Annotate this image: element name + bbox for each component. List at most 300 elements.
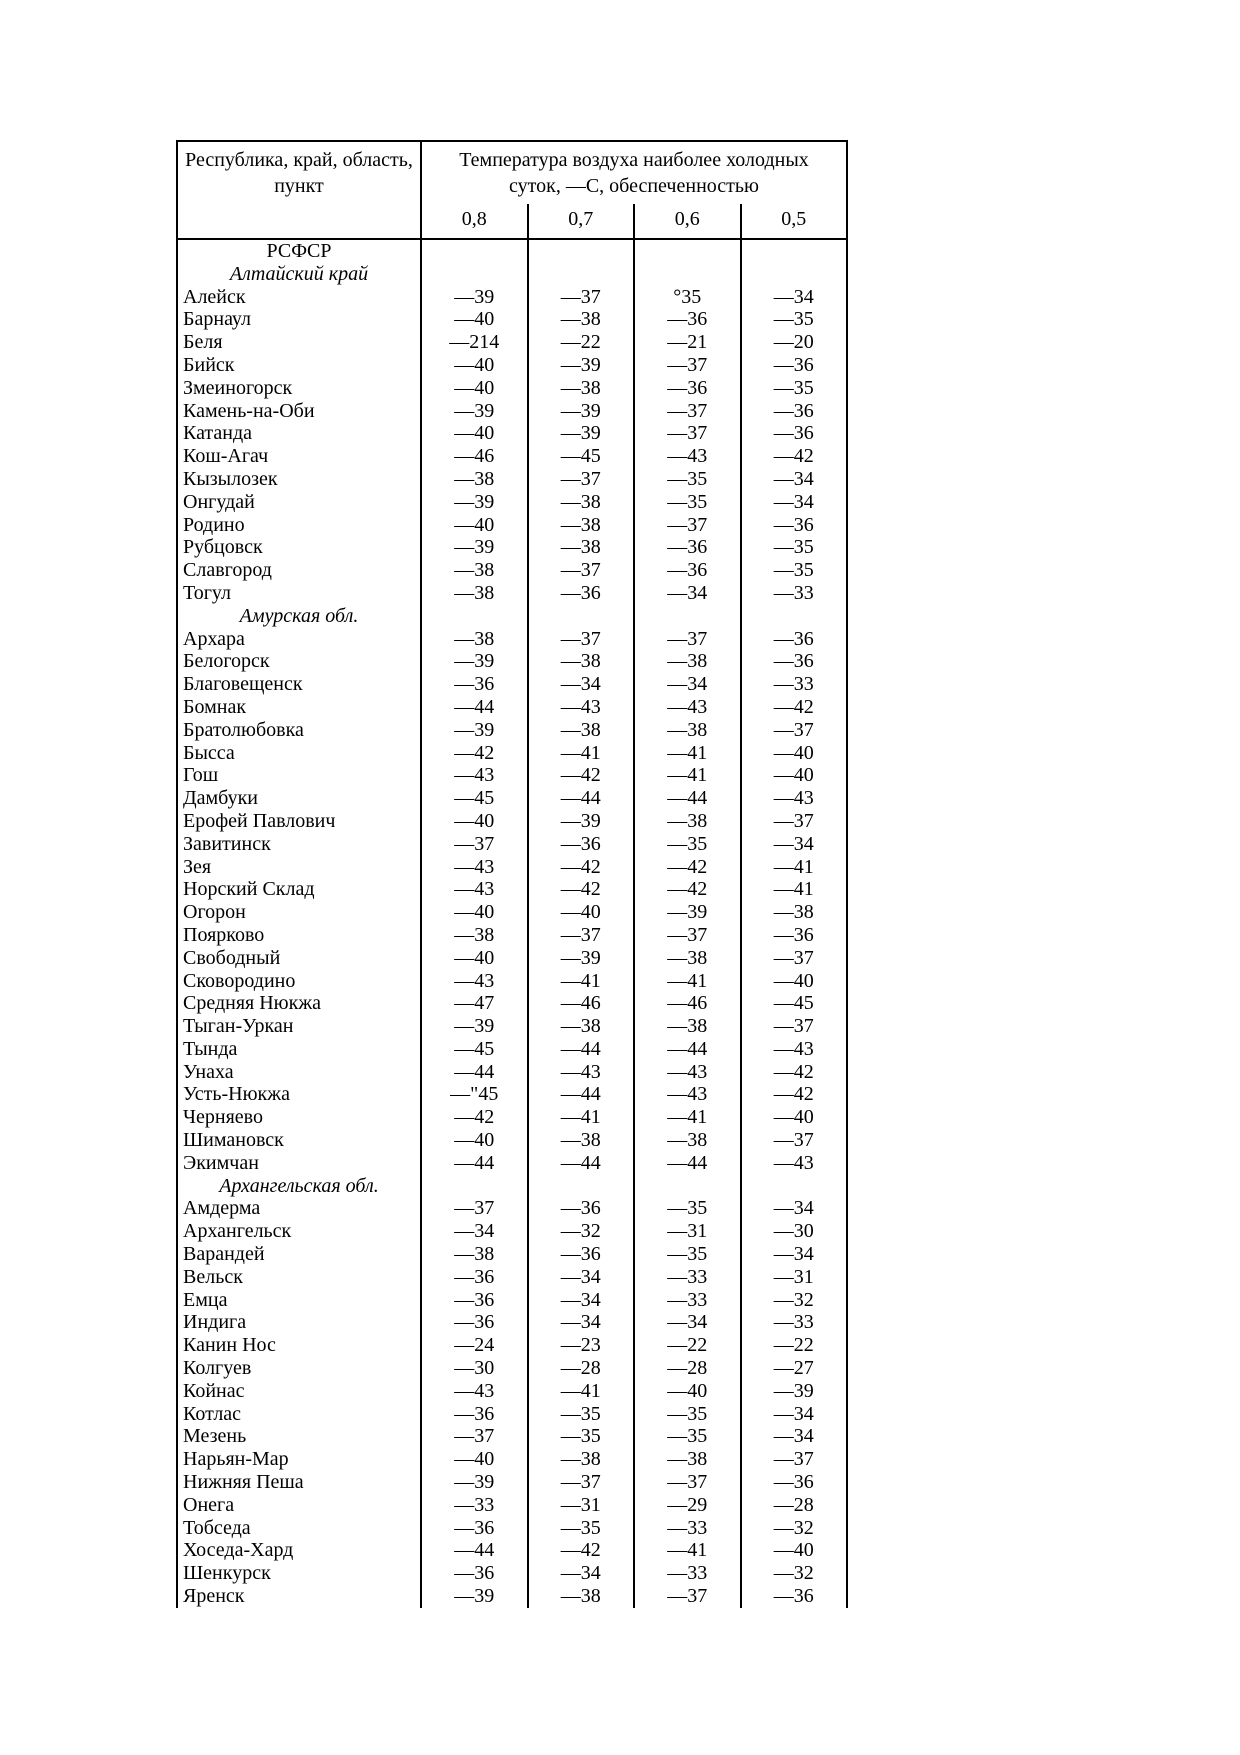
temp-value-0-6: —21 bbox=[633, 331, 740, 354]
table-row bbox=[178, 1083, 846, 1106]
city-name: Канин Нос bbox=[178, 1334, 422, 1357]
temp-value-0-5: —36 bbox=[740, 650, 847, 673]
temp-value-0-5: —43 bbox=[740, 787, 847, 810]
section-row bbox=[178, 263, 846, 286]
table-row bbox=[178, 1403, 846, 1426]
temp-value-0-6: —41 bbox=[633, 742, 740, 765]
temp-value-0-5: —32 bbox=[740, 1289, 847, 1312]
subheader-cell-0-8: 0,8 bbox=[461, 208, 487, 230]
temp-value-0-5: —34 bbox=[740, 1403, 847, 1426]
temp-value-0-8: —42 bbox=[454, 1106, 495, 1129]
temp-value-0-6: —35 bbox=[633, 1243, 740, 1266]
temp-value-0-7: —36 bbox=[527, 1243, 634, 1266]
temp-value-0-7: —36 bbox=[527, 1197, 634, 1220]
temp-value-0-5: —34 bbox=[740, 833, 847, 856]
header-temperature-line2: суток, —С, обеспеченностью bbox=[509, 175, 759, 197]
city-name: Шенкурск bbox=[178, 1562, 422, 1585]
city-name: Белогорск bbox=[178, 650, 422, 673]
temp-value-0-8: —43 bbox=[454, 855, 495, 878]
city-name: Архара bbox=[178, 628, 422, 651]
table-row bbox=[178, 422, 846, 445]
section-label: Амурская обл. bbox=[178, 605, 422, 628]
empty-cell bbox=[633, 240, 740, 263]
table-row bbox=[178, 924, 846, 947]
city-name: Беля bbox=[178, 331, 422, 354]
temp-value-0-7: —44 bbox=[527, 1083, 634, 1106]
city-name: Бийск bbox=[178, 354, 422, 377]
empty-cell bbox=[527, 1175, 634, 1198]
temp-value-0-6: —35 bbox=[633, 833, 740, 856]
temp-value-0-7: —39 bbox=[527, 810, 634, 833]
temp-value-0-5: —28 bbox=[740, 1494, 847, 1517]
empty-cell bbox=[527, 240, 634, 263]
temp-value-0-7: —38 bbox=[527, 377, 634, 400]
temp-value-0-7: —44 bbox=[527, 1152, 634, 1175]
temp-value-0-5: —42 bbox=[740, 696, 847, 719]
city-name: Архангельск bbox=[178, 1220, 422, 1243]
temp-value-0-8: —45 bbox=[454, 1037, 495, 1060]
city-name: Хоседа-Хард bbox=[178, 1539, 422, 1562]
table-row bbox=[178, 673, 846, 696]
temp-value-0-6: —37 bbox=[633, 628, 740, 651]
temp-value-0-8: —36 bbox=[454, 1402, 495, 1425]
temp-value-0-8: —39 bbox=[454, 285, 495, 308]
table-row bbox=[178, 1243, 846, 1266]
temp-value-0-5: —42 bbox=[740, 1061, 847, 1084]
temp-value-0-5: —43 bbox=[740, 1038, 847, 1061]
temp-value-0-6: —37 bbox=[633, 514, 740, 537]
table-row bbox=[178, 878, 846, 901]
city-name: Средняя Нюкжа bbox=[178, 992, 422, 1015]
temp-value-0-8: —38 bbox=[454, 559, 495, 582]
city-name: Змеиногорск bbox=[178, 377, 422, 400]
subheader-cell-0-7: 0,7 bbox=[527, 204, 634, 238]
temp-value-0-5: —39 bbox=[740, 1380, 847, 1403]
temp-value-0-6: —35 bbox=[633, 1403, 740, 1426]
temp-value-0-8: —40 bbox=[454, 308, 495, 331]
city-name: Сковородино bbox=[178, 970, 422, 993]
temp-value-0-5: —37 bbox=[740, 810, 847, 833]
temp-value-0-6: —33 bbox=[633, 1289, 740, 1312]
header-region-line2: пункт bbox=[274, 175, 324, 197]
temp-value-0-8: —39 bbox=[454, 718, 495, 741]
city-name: Тобседа bbox=[178, 1517, 422, 1540]
temp-value-0-8: —44 bbox=[454, 1060, 495, 1083]
temp-value-0-7: —34 bbox=[527, 1289, 634, 1312]
temp-value-0-6: —36 bbox=[633, 559, 740, 582]
temp-value-0-6: —46 bbox=[633, 992, 740, 1015]
empty-cell bbox=[740, 263, 847, 286]
temp-value-0-7: —41 bbox=[527, 742, 634, 765]
temp-value-0-5: —35 bbox=[740, 559, 847, 582]
empty-cell bbox=[422, 240, 527, 263]
temp-value-0-7: —37 bbox=[527, 924, 634, 947]
temp-value-0-7: —45 bbox=[527, 445, 634, 468]
empty-cell bbox=[422, 605, 527, 628]
temp-value-0-7: —34 bbox=[527, 1562, 634, 1585]
temp-value-0-7: —35 bbox=[527, 1425, 634, 1448]
empty-cell bbox=[740, 240, 847, 263]
temp-value-0-7: —38 bbox=[527, 650, 634, 673]
temp-value-0-8: —38 bbox=[454, 467, 495, 490]
temp-value-0-7: —38 bbox=[527, 514, 634, 537]
temp-value-0-5: —35 bbox=[740, 536, 847, 559]
temp-value-0-5: —37 bbox=[740, 947, 847, 970]
temp-value-0-7: —31 bbox=[527, 1494, 634, 1517]
table-row bbox=[178, 536, 846, 559]
subheader-cell-0-5: 0,5 bbox=[740, 204, 847, 238]
temp-value-0-8: —39 bbox=[454, 536, 495, 559]
temp-value-0-8: —36 bbox=[454, 1288, 495, 1311]
temp-value-0-7: —23 bbox=[527, 1334, 634, 1357]
temp-value-0-5: —33 bbox=[740, 1311, 847, 1334]
table-row bbox=[178, 1197, 846, 1220]
city-name: Бысса bbox=[178, 742, 422, 765]
empty-cell bbox=[527, 263, 634, 286]
table-row bbox=[178, 1015, 846, 1038]
temp-value-0-7: —34 bbox=[527, 1266, 634, 1289]
table-row bbox=[178, 1585, 846, 1608]
city-name: Онгудай bbox=[178, 491, 422, 514]
temp-value-0-6: —34 bbox=[633, 673, 740, 696]
temp-value-0-5: —37 bbox=[740, 1015, 847, 1038]
header-region-line1: Республика, край, область, bbox=[185, 149, 413, 171]
temp-value-0-7: —38 bbox=[527, 1129, 634, 1152]
temp-value-0-8: —36 bbox=[454, 1562, 495, 1585]
header-temperature-title bbox=[422, 142, 846, 204]
table-row bbox=[178, 1289, 846, 1312]
header-temperature-line1: Температура воздуха наиболее холодных bbox=[459, 149, 809, 171]
temp-value-0-5: —20 bbox=[740, 331, 847, 354]
table-row bbox=[178, 833, 846, 856]
city-name: Гош bbox=[178, 764, 422, 787]
temp-value-0-5: —43 bbox=[740, 1152, 847, 1175]
temp-value-0-6: —37 bbox=[633, 924, 740, 947]
temp-value-0-8: —36 bbox=[454, 1516, 495, 1539]
table-row bbox=[178, 1517, 846, 1540]
temp-value-0-7: —37 bbox=[527, 286, 634, 309]
city-name: Рубцовск bbox=[178, 536, 422, 559]
temp-value-0-5: —34 bbox=[740, 1425, 847, 1448]
table-row bbox=[178, 559, 846, 582]
table-row bbox=[178, 1562, 846, 1585]
temp-value-0-6: —41 bbox=[633, 1106, 740, 1129]
temp-value-0-7: —37 bbox=[527, 468, 634, 491]
temp-value-0-7: —38 bbox=[527, 1448, 634, 1471]
temp-value-0-8: —42 bbox=[454, 741, 495, 764]
city-name: Ерофей Павлович bbox=[178, 810, 422, 833]
table-body bbox=[178, 240, 846, 1608]
section-row bbox=[178, 240, 846, 263]
table-row bbox=[178, 1334, 846, 1357]
temp-value-0-8: —38 bbox=[454, 627, 495, 650]
temp-value-0-8: —33 bbox=[454, 1493, 495, 1516]
temp-value-0-8: —34 bbox=[454, 1220, 495, 1243]
city-name: Емца bbox=[178, 1289, 422, 1312]
city-name: Поярково bbox=[178, 924, 422, 947]
temp-value-0-6: —29 bbox=[633, 1494, 740, 1517]
table-row bbox=[178, 400, 846, 423]
temp-value-0-5: —42 bbox=[740, 1083, 847, 1106]
city-name: Норский Склад bbox=[178, 878, 422, 901]
temp-value-0-6: —42 bbox=[633, 856, 740, 879]
city-name: Нижняя Пеша bbox=[178, 1471, 422, 1494]
temp-value-0-8: —39 bbox=[454, 1015, 495, 1038]
city-name: Родино bbox=[178, 514, 422, 537]
temp-value-0-8: —37 bbox=[454, 1425, 495, 1448]
temp-value-0-5: —37 bbox=[740, 1448, 847, 1471]
table-row bbox=[178, 1539, 846, 1562]
section-row bbox=[178, 605, 846, 628]
section-label: Алтайский край bbox=[178, 263, 422, 286]
temp-value-0-7: —42 bbox=[527, 1539, 634, 1562]
city-name: Колгуев bbox=[178, 1357, 422, 1380]
temp-value-0-5: —33 bbox=[740, 673, 847, 696]
temp-value-0-8: —36 bbox=[454, 1311, 495, 1334]
temp-value-0-7: —42 bbox=[527, 856, 634, 879]
city-name: Нарьян-Мар bbox=[178, 1448, 422, 1471]
temp-value-0-8: —40 bbox=[454, 353, 495, 376]
temp-value-0-5: —31 bbox=[740, 1266, 847, 1289]
temp-value-0-8: —44 bbox=[454, 1151, 495, 1174]
table-row bbox=[178, 1425, 846, 1448]
temp-value-0-6: —41 bbox=[633, 764, 740, 787]
temp-value-0-6: —41 bbox=[633, 970, 740, 993]
city-name: Шимановск bbox=[178, 1129, 422, 1152]
city-name: Онега bbox=[178, 1494, 422, 1517]
temp-value-0-7: —43 bbox=[527, 696, 634, 719]
temp-value-0-5: —30 bbox=[740, 1220, 847, 1243]
city-name: Катанда bbox=[178, 422, 422, 445]
temp-value-0-7: —36 bbox=[527, 582, 634, 605]
temp-value-0-7: —38 bbox=[527, 1585, 634, 1608]
temp-value-0-5: —40 bbox=[740, 742, 847, 765]
temp-value-0-8: —40 bbox=[454, 1448, 495, 1471]
temp-value-0-6: —38 bbox=[633, 719, 740, 742]
temp-value-0-5: —41 bbox=[740, 878, 847, 901]
city-name: Камень-на-Оби bbox=[178, 400, 422, 423]
temp-value-0-8: —40 bbox=[454, 946, 495, 969]
city-name: Алейск bbox=[178, 286, 422, 309]
temp-value-0-8: —"45 bbox=[450, 1083, 499, 1106]
table-row bbox=[178, 582, 846, 605]
temp-value-0-6: —35 bbox=[633, 1425, 740, 1448]
city-name: Кош-Агач bbox=[178, 445, 422, 468]
temp-value-0-7: —37 bbox=[527, 1471, 634, 1494]
table-row bbox=[178, 354, 846, 377]
temp-value-0-6: —28 bbox=[633, 1357, 740, 1380]
table-row bbox=[178, 286, 846, 309]
table-row bbox=[178, 1061, 846, 1084]
temp-value-0-8: —47 bbox=[454, 992, 495, 1015]
temp-value-0-6: —39 bbox=[633, 901, 740, 924]
city-name: Завитинск bbox=[178, 833, 422, 856]
temp-value-0-8: —40 bbox=[454, 376, 495, 399]
temp-value-0-6: —37 bbox=[633, 1585, 740, 1608]
temp-value-0-8: —40 bbox=[454, 422, 495, 445]
city-name: Братолюбовка bbox=[178, 719, 422, 742]
temp-value-0-7: —34 bbox=[527, 1311, 634, 1334]
table-row bbox=[178, 970, 846, 993]
temp-value-0-6: —35 bbox=[633, 1197, 740, 1220]
table-row bbox=[178, 1266, 846, 1289]
temp-value-0-8: —38 bbox=[454, 1243, 495, 1266]
table-row bbox=[178, 1471, 846, 1494]
temp-value-0-5: —40 bbox=[740, 1106, 847, 1129]
city-name: Койнас bbox=[178, 1380, 422, 1403]
temp-value-0-5: —27 bbox=[740, 1357, 847, 1380]
temp-value-0-6: —44 bbox=[633, 1038, 740, 1061]
city-name: Тыган-Уркан bbox=[178, 1015, 422, 1038]
temp-value-0-6: —43 bbox=[633, 1061, 740, 1084]
temp-value-0-5: —36 bbox=[740, 1585, 847, 1608]
subheader-cell-0-6: 0,6 bbox=[633, 204, 740, 238]
city-name: Кызылозек bbox=[178, 468, 422, 491]
temp-value-0-7: —38 bbox=[527, 1015, 634, 1038]
temp-value-0-5: —36 bbox=[740, 1471, 847, 1494]
temp-value-0-7: —22 bbox=[527, 331, 634, 354]
temp-value-0-8: —43 bbox=[454, 764, 495, 787]
temp-value-0-5: —40 bbox=[740, 764, 847, 787]
temp-value-0-6: —37 bbox=[633, 400, 740, 423]
temp-value-0-8: —37 bbox=[454, 832, 495, 855]
table-row bbox=[178, 514, 846, 537]
temp-value-0-8: —30 bbox=[454, 1357, 495, 1380]
temp-value-0-6: —33 bbox=[633, 1517, 740, 1540]
temp-value-0-7: —37 bbox=[527, 628, 634, 651]
temp-value-0-6: °35 bbox=[633, 286, 740, 309]
table-row bbox=[178, 468, 846, 491]
temp-value-0-7: —32 bbox=[527, 1220, 634, 1243]
temp-value-0-8: —39 bbox=[454, 490, 495, 513]
temp-value-0-5: —36 bbox=[740, 628, 847, 651]
temp-value-0-5: —36 bbox=[740, 514, 847, 537]
temp-value-0-7: —39 bbox=[527, 400, 634, 423]
temp-value-0-8: —36 bbox=[454, 1265, 495, 1288]
temp-value-0-6: —31 bbox=[633, 1220, 740, 1243]
section-label: РСФСР bbox=[178, 240, 422, 263]
table-row bbox=[178, 947, 846, 970]
temp-value-0-5: —38 bbox=[740, 901, 847, 924]
temp-value-0-6: —38 bbox=[633, 947, 740, 970]
temp-value-0-6: —34 bbox=[633, 1311, 740, 1334]
temp-value-0-5: —34 bbox=[740, 1197, 847, 1220]
city-name: Варандей bbox=[178, 1243, 422, 1266]
temp-value-0-7: —36 bbox=[527, 833, 634, 856]
temp-value-0-7: —38 bbox=[527, 536, 634, 559]
temp-value-0-7: —35 bbox=[527, 1403, 634, 1426]
temp-value-0-5: —42 bbox=[740, 445, 847, 468]
table-row bbox=[178, 901, 846, 924]
temp-value-0-7: —44 bbox=[527, 1038, 634, 1061]
table-row bbox=[178, 331, 846, 354]
section-label: Архангельская обл. bbox=[178, 1175, 422, 1198]
city-name: Яренск bbox=[178, 1585, 422, 1608]
temp-value-0-6: —44 bbox=[633, 1152, 740, 1175]
temp-value-0-6: —38 bbox=[633, 1015, 740, 1038]
temp-value-0-6: —38 bbox=[633, 810, 740, 833]
header-region-column bbox=[178, 142, 422, 238]
city-name: Индига bbox=[178, 1311, 422, 1334]
temp-value-0-8: —40 bbox=[454, 1129, 495, 1152]
temp-value-0-7: —39 bbox=[527, 422, 634, 445]
temp-value-0-6: —36 bbox=[633, 308, 740, 331]
table-row bbox=[178, 1152, 846, 1175]
temp-value-0-8: —39 bbox=[454, 399, 495, 422]
city-name: Свободный bbox=[178, 947, 422, 970]
table-row bbox=[178, 445, 846, 468]
table-row bbox=[178, 650, 846, 673]
temp-value-0-8: —36 bbox=[454, 673, 495, 696]
temp-value-0-6: —33 bbox=[633, 1266, 740, 1289]
temp-value-0-5: —34 bbox=[740, 1243, 847, 1266]
temperature-table bbox=[176, 140, 848, 1608]
temp-value-0-8: —39 bbox=[454, 1471, 495, 1494]
table-row bbox=[178, 810, 846, 833]
table-row bbox=[178, 308, 846, 331]
table-row bbox=[178, 764, 846, 787]
empty-cell bbox=[422, 263, 527, 286]
empty-cell bbox=[633, 1175, 740, 1198]
temp-value-0-8: —39 bbox=[454, 650, 495, 673]
empty-cell bbox=[740, 1175, 847, 1198]
temp-value-0-7: —41 bbox=[527, 1106, 634, 1129]
temp-value-0-6: —38 bbox=[633, 650, 740, 673]
temp-value-0-6: —43 bbox=[633, 696, 740, 719]
table-row bbox=[178, 992, 846, 1015]
temp-value-0-7: —46 bbox=[527, 992, 634, 1015]
temp-value-0-6: —38 bbox=[633, 1448, 740, 1471]
city-name: Мезень bbox=[178, 1425, 422, 1448]
temp-value-0-7: —44 bbox=[527, 787, 634, 810]
temp-value-0-8: —39 bbox=[454, 1585, 495, 1608]
temp-value-0-5: —32 bbox=[740, 1517, 847, 1540]
temp-value-0-5: —34 bbox=[740, 491, 847, 514]
temp-value-0-7: —38 bbox=[527, 491, 634, 514]
temp-value-0-6: —37 bbox=[633, 1471, 740, 1494]
temp-value-0-7: —37 bbox=[527, 559, 634, 582]
table-row bbox=[178, 1129, 846, 1152]
city-name: Зея bbox=[178, 856, 422, 879]
empty-cell bbox=[422, 1175, 527, 1198]
table-row bbox=[178, 1380, 846, 1403]
temp-value-0-5: —34 bbox=[740, 468, 847, 491]
table-row bbox=[178, 628, 846, 651]
city-name: Тында bbox=[178, 1038, 422, 1061]
temp-value-0-6: —38 bbox=[633, 1129, 740, 1152]
temp-value-0-6: —44 bbox=[633, 787, 740, 810]
city-name: Огорон bbox=[178, 901, 422, 924]
temp-value-0-5: —32 bbox=[740, 1562, 847, 1585]
temp-value-0-5: —40 bbox=[740, 1539, 847, 1562]
temp-value-0-5: —22 bbox=[740, 1334, 847, 1357]
temp-value-0-7: —43 bbox=[527, 1061, 634, 1084]
temp-value-0-6: —41 bbox=[633, 1539, 740, 1562]
temp-value-0-8: —40 bbox=[454, 513, 495, 536]
table-row bbox=[178, 787, 846, 810]
city-name: Котлас bbox=[178, 1403, 422, 1426]
temp-value-0-6: —43 bbox=[633, 445, 740, 468]
temp-value-0-7: —39 bbox=[527, 947, 634, 970]
temp-value-0-7: —42 bbox=[527, 878, 634, 901]
temp-value-0-7: —28 bbox=[527, 1357, 634, 1380]
city-name: Черняево bbox=[178, 1106, 422, 1129]
temp-value-0-8: —43 bbox=[454, 969, 495, 992]
table-header bbox=[178, 142, 846, 240]
table-row bbox=[178, 696, 846, 719]
temp-value-0-5: —36 bbox=[740, 354, 847, 377]
temp-value-0-5: —33 bbox=[740, 582, 847, 605]
